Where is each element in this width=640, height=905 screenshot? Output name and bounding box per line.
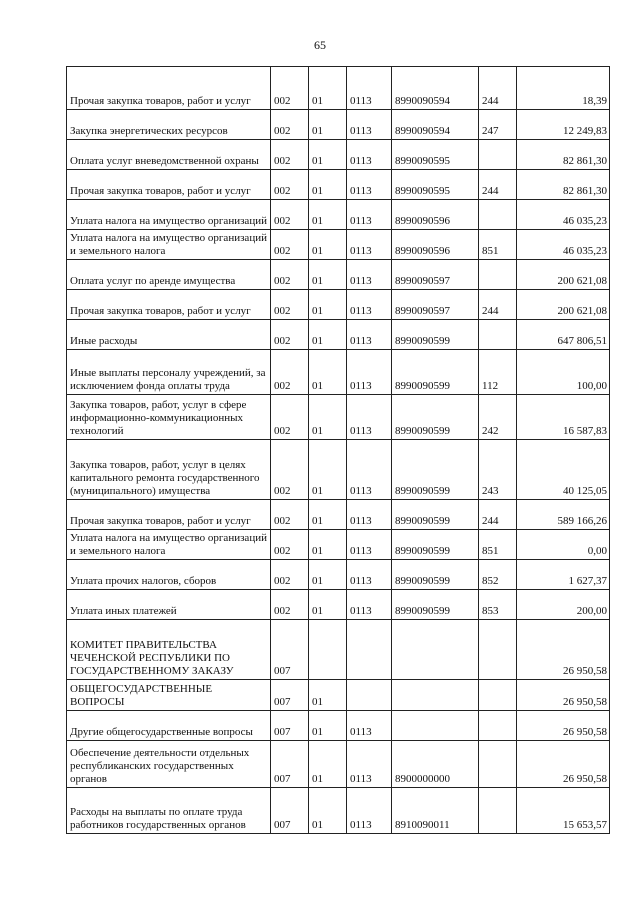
row-section-code: 01 [309,711,347,741]
row-expense-type-code: 851 [479,230,517,260]
row-name: Прочая закупка товаров, работ и услуг [67,500,271,530]
table-row [67,620,610,680]
row-expense-type-code [479,620,517,680]
table-row [67,560,610,590]
row-target-article-code [392,711,479,741]
row-target-article-code: 8990090597 [392,260,479,290]
table-row [67,711,610,741]
row-amount: 26 950,58 [517,620,610,680]
row-expense-type-code: 243 [479,440,517,500]
row-amount: 0,00 [517,530,610,560]
row-expense-type-code [479,140,517,170]
row-department-code: 007 [271,680,309,711]
row-name: Уплата прочих налогов, сборов [67,560,271,590]
row-department-code: 002 [271,260,309,290]
row-amount: 15 653,57 [517,788,610,834]
row-amount: 26 950,58 [517,680,610,711]
row-name: Оплата услуг вневедомственной охраны [67,140,271,170]
row-amount: 1 627,37 [517,560,610,590]
row-department-code: 002 [271,440,309,500]
row-subsection-code: 0113 [347,500,392,530]
table-row [67,500,610,530]
row-subsection-code: 0113 [347,200,392,230]
table-row [67,530,610,560]
row-target-article-code: 8990090599 [392,440,479,500]
row-expense-type-code: 244 [479,500,517,530]
row-subsection-code: 0113 [347,350,392,395]
row-expense-type-code [479,711,517,741]
row-department-code: 002 [271,200,309,230]
row-name: Закупка товаров, работ, услуг в сфере информационно-коммуникационных технологий [67,395,271,440]
row-target-article-code: 8990090595 [392,170,479,200]
row-target-article-code: 8900000000 [392,741,479,788]
table-row [67,67,610,110]
row-section-code [309,620,347,680]
row-target-article-code [392,680,479,711]
row-amount: 200,00 [517,590,610,620]
row-expense-type-code: 247 [479,110,517,140]
row-expense-type-code: 242 [479,395,517,440]
row-subsection-code: 0113 [347,395,392,440]
table-row [67,320,610,350]
row-department-code: 002 [271,320,309,350]
table-row [67,170,610,200]
row-department-code: 002 [271,350,309,395]
table-row [67,350,610,395]
row-amount: 589 166,26 [517,500,610,530]
row-subsection-code: 0113 [347,440,392,500]
row-expense-type-code [479,200,517,230]
row-expense-type-code: 852 [479,560,517,590]
row-expense-type-code: 244 [479,67,517,110]
row-name: Прочая закупка товаров, работ и услуг [67,67,271,110]
row-target-article-code: 8990090596 [392,230,479,260]
table-row [67,788,610,834]
row-expense-type-code: 244 [479,170,517,200]
row-name: Иные выплаты персоналу учреждений, за исключением фонда оплаты труда [67,350,271,395]
row-target-article-code: 8910090011 [392,788,479,834]
row-section-code: 01 [309,395,347,440]
table-row [67,590,610,620]
row-name: КОМИТЕТ ПРАВИТЕЛЬСТВА ЧЕЧЕНСКОЙ РЕСПУБЛИКИ ПО ГОСУДАРСТВЕННОМУ ЗАКАЗУ [67,620,271,680]
row-target-article-code: 8990090599 [392,530,479,560]
row-section-code: 01 [309,200,347,230]
row-subsection-code: 0113 [347,560,392,590]
row-expense-type-code [479,320,517,350]
row-department-code: 002 [271,395,309,440]
row-expense-type-code: 853 [479,590,517,620]
row-expense-type-code: 851 [479,530,517,560]
table-row [67,200,610,230]
row-subsection-code: 0113 [347,230,392,260]
row-expense-type-code [479,788,517,834]
row-section-code: 01 [309,590,347,620]
row-subsection-code: 0113 [347,140,392,170]
row-expense-type-code [479,260,517,290]
row-subsection-code: 0113 [347,788,392,834]
row-subsection-code: 0113 [347,530,392,560]
row-name: Расходы на выплаты по оплате труда работников государственных органов [67,788,271,834]
row-amount: 200 621,08 [517,260,610,290]
row-amount: 40 125,05 [517,440,610,500]
row-department-code: 007 [271,741,309,788]
row-section-code: 01 [309,530,347,560]
table-row [67,230,610,260]
row-department-code: 007 [271,788,309,834]
row-name: Прочая закупка товаров, работ и услуг [67,290,271,320]
row-section-code: 01 [309,110,347,140]
row-subsection-code [347,620,392,680]
row-name: Уплата налога на имущество организаций и земельного налога [67,530,271,560]
row-target-article-code: 8990090594 [392,110,479,140]
row-target-article-code: 8990090597 [392,290,479,320]
row-section-code: 01 [309,260,347,290]
row-subsection-code: 0113 [347,67,392,110]
row-amount: 16 587,83 [517,395,610,440]
row-department-code: 002 [271,67,309,110]
row-expense-type-code: 244 [479,290,517,320]
table-row [67,440,610,500]
row-section-code: 01 [309,67,347,110]
row-section-code: 01 [309,170,347,200]
row-section-code: 01 [309,320,347,350]
row-name: Уплата иных платежей [67,590,271,620]
row-expense-type-code [479,741,517,788]
row-target-article-code: 8990090594 [392,67,479,110]
row-department-code: 002 [271,590,309,620]
table-row [67,110,610,140]
row-target-article-code: 8990090599 [392,560,479,590]
table-row [67,290,610,320]
row-section-code: 01 [309,230,347,260]
row-name: ОБЩЕГОСУДАРСТВЕННЫЕ ВОПРОСЫ [67,680,271,711]
table-row [67,395,610,440]
row-section-code: 01 [309,140,347,170]
row-subsection-code: 0113 [347,320,392,350]
row-department-code: 002 [271,140,309,170]
row-target-article-code: 8990090599 [392,350,479,395]
page-number: 65 [314,38,326,52]
row-section-code: 01 [309,500,347,530]
row-name: Закупка товаров, работ, услуг в целях капитального ремонта государственного (муниципального) имущества [67,440,271,500]
row-amount: 18,39 [517,67,610,110]
row-section-code: 01 [309,788,347,834]
table-row [67,140,610,170]
row-target-article-code [392,620,479,680]
row-amount: 82 861,30 [517,140,610,170]
row-department-code: 002 [271,500,309,530]
table-row [67,260,610,290]
row-department-code: 007 [271,711,309,741]
row-section-code: 01 [309,680,347,711]
row-amount: 26 950,58 [517,711,610,741]
row-name: Иные расходы [67,320,271,350]
row-target-article-code: 8990090599 [392,590,479,620]
row-target-article-code: 8990090596 [392,200,479,230]
row-target-article-code: 8990090599 [392,500,479,530]
row-name: Другие общегосударственные вопросы [67,711,271,741]
row-department-code: 007 [271,620,309,680]
budget-table [66,66,610,834]
row-subsection-code: 0113 [347,290,392,320]
row-amount: 100,00 [517,350,610,395]
row-target-article-code: 8990090599 [392,395,479,440]
row-department-code: 002 [271,560,309,590]
row-name: Оплата услуг по аренде имущества [67,260,271,290]
row-section-code: 01 [309,741,347,788]
row-amount: 46 035,23 [517,200,610,230]
row-subsection-code: 0113 [347,741,392,788]
row-expense-type-code: 112 [479,350,517,395]
row-section-code: 01 [309,560,347,590]
table-row [67,741,610,788]
row-amount: 26 950,58 [517,741,610,788]
row-amount: 46 035,23 [517,230,610,260]
row-department-code: 002 [271,530,309,560]
row-subsection-code: 0113 [347,590,392,620]
row-section-code: 01 [309,350,347,395]
row-amount: 82 861,30 [517,170,610,200]
row-subsection-code: 0113 [347,170,392,200]
row-department-code: 002 [271,110,309,140]
row-name: Обеспечение деятельности отдельных республиканских государственных органов [67,741,271,788]
row-subsection-code: 0113 [347,260,392,290]
row-amount: 12 249,83 [517,110,610,140]
row-name: Уплата налога на имущество организаций и земельного налога [67,230,271,260]
row-subsection-code [347,680,392,711]
row-section-code: 01 [309,290,347,320]
row-target-article-code: 8990090599 [392,320,479,350]
row-amount: 200 621,08 [517,290,610,320]
row-subsection-code: 0113 [347,711,392,741]
row-expense-type-code [479,680,517,711]
row-department-code: 002 [271,290,309,320]
row-target-article-code: 8990090595 [392,140,479,170]
row-name: Уплата налога на имущество организаций [67,200,271,230]
table-row [67,680,610,711]
row-name: Прочая закупка товаров, работ и услуг [67,170,271,200]
row-subsection-code: 0113 [347,110,392,140]
row-name: Закупка энергетических ресурсов [67,110,271,140]
row-department-code: 002 [271,170,309,200]
row-section-code: 01 [309,440,347,500]
row-amount: 647 806,51 [517,320,610,350]
row-department-code: 002 [271,230,309,260]
